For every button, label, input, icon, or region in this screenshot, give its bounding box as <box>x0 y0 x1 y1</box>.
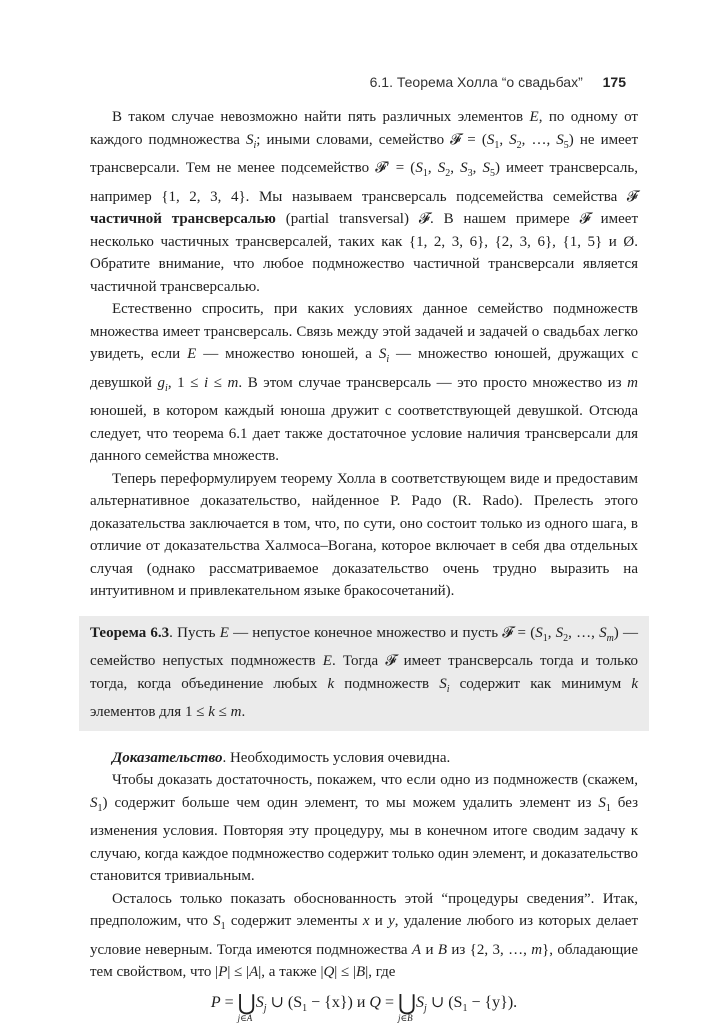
paragraph-5: Осталось только показать обоснованность этой “процедуры сведения”. Итак, предположим, что $S_1$ содержит элементы x и y, удаление любого из которых делает условие неверным. Тогда имеются подмножества A и B из {2, 3, …, m}, обладающие тем свойством, что |P| ≤ |A|, а также |Q| ≤ |B|, где <box>90 890 638 980</box>
running-title: 6.1. Теорема Холла “о свадьбах” <box>369 74 583 90</box>
big-union-B: ⋃ j∈B <box>397 989 417 1023</box>
formula-P-Q: P = ⋃ j∈A $S_j$ ∪ $(S_1 - \{x\})$ и Q = ⋃ j∈B $S_j$ ∪ $(S_1 - \{y\})$. <box>210 989 518 1023</box>
paragraph-4: Чтобы доказать достаточность, покажем, что если одно из подмножеств (скажем, $S_1$) содержит больше чем один элемент, то мы можем удалить элемент из $S_1$ без изменения условия. Повторяя эту процедуру, мы в конечном итоге сводим задачу к случаю, когда каждое подмножество содержит только один элемент, и доказательство становится тривиальным. <box>90 772 639 884</box>
paragraph-2: Естественно спросить, при каких условиях данное семейство подмножеств множества имеет трансверсаль. Связь между этой задачей и задачей о свадьбах легко увидеть, если E — множество юношей, а $S_i$ — множество юношей, дружащих с девушкой $g_i$, 1 ≤ i ≤ m. В этом случае трансверсаль — это просто множество из m юношей, в котором каждый юноша дружит с соответствующей девушкой. Отсюда следует, что теорема 6.1 дает также достаточное условие наличия трансверсали для данного семейства множеств. <box>90 301 639 464</box>
paragraph-3: Теперь переформулируем теорему Холла в соответствующем виде и предоставим альтернативное доказательство, найденное Р. Радо (R. Rado). Прелесть этого доказательства заключается в том, что, по сути, оно состоит только из одного шага, в отличие от доказательства Халмоса–Вогана, которое включает в себя два отдельных случая (однако рассматриваемое доказательство очень трудно выразить на интуитивном и привлекательном языке бракосочетаний). <box>90 470 638 599</box>
big-union-A: ⋃ j∈A <box>237 989 256 1023</box>
proof-heading: Доказательство <box>112 749 223 766</box>
proof-intro: Доказательство. Необходимость условия очевидна. <box>112 749 451 766</box>
theorem-6-3-text: Теорема 6.3. Пусть E — непустое конечное множество и пусть 𝓕 = ($S_1$, $S_2$, …, $S_m$) — семейство непустых подмножеств E. Тогда 𝓕 имеет трансверсаль тогда и только тогда, когда объединение любых k подмножеств $S_i$ содержит как минимум k элементов для 1 ≤ k ≤ m. <box>90 624 638 720</box>
theorem-label: Теорема 6.3 <box>90 624 170 641</box>
running-header <box>370 74 626 90</box>
page-body <box>90 106 638 1022</box>
page-number: 175 <box>602 74 626 90</box>
theorem-6-3-box <box>79 616 649 731</box>
paragraph-1: В таком случае невозможно найти пять различных элементов E, по одному от каждого подмножества $S_i$; иными словами, семейство 𝓕 = ($S_1$, $S_2$, …, $S_5$) не имеет трансверсали. Тем не менее подсемейство 𝓕′ = ($S_1$, $S_2$, $S_3$, $S_5$) имеет трансверсаль, например {1, 2, 3, 4}. Мы называем трансверсаль подсемейства семейства 𝓕 частичной трансверсалью (partial transversal) 𝓕. В нашем примере 𝓕 имеет несколько частичных трансверсалей, таких как {1, 2, 3, 6}, {2, 3, 6}, {1, 5} и Ø. Обратите внимание, что любое подмножество частичной трансверсали является частичной трансверсалью. <box>90 109 639 295</box>
term-partial-transversal: частичной трансверсалью <box>90 211 276 227</box>
